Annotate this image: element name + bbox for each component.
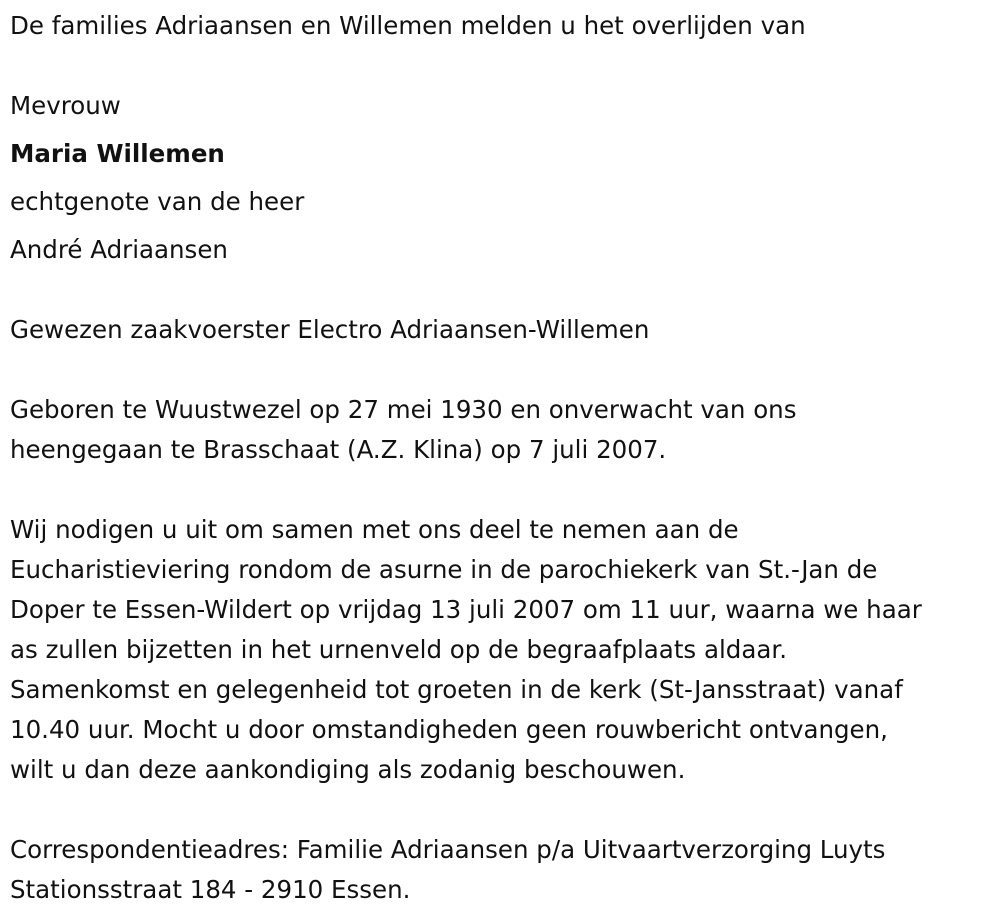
paragraph-line: Geboren te Wuustwezel op 27 mei 1930 en onverwacht van ons [10, 395, 797, 424]
paragraph-line: Stationsstraat 184 - 2910 Essen. [10, 875, 411, 904]
title-line: Mevrouw [10, 91, 121, 120]
paragraph-line: Correspondentieadres: Familie Adriaansen p/a Uitvaartverzorging Luyts [10, 835, 886, 864]
paragraph-line: Wij nodigen u uit om samen met ons deel te nemen aan de [10, 515, 739, 544]
paragraph-line: Samenkomst en gelegenheid tot groeten in de kerk (St-Jansstraat) vanaf [10, 675, 903, 704]
paragraph-line: 10.40 uur. Mocht u door omstandigheden geen rouwbericht ontvangen, [10, 715, 888, 744]
paragraph-line: wilt u dan deze aankondiging als zodanig beschouwen. [10, 755, 686, 784]
birth-death-paragraph [10, 390, 796, 470]
paragraph-line: Doper te Essen-Wildert op vrijdag 13 juli 2007 om 11 uur, waarna we haar [10, 595, 922, 624]
paragraph-line: heengegaan te Brasschaat (A.Z. Klina) op 7 juli 2007. [10, 435, 667, 464]
service-paragraph [10, 510, 922, 790]
spouse-name: André Adriaansen [10, 235, 228, 264]
announcement-line: De families Adriaansen en Willemen melden u het overlijden van [10, 11, 806, 40]
paragraph-line: Eucharistieviering rondom de asurne in de parochiekerk van St.-Jan de [10, 555, 878, 584]
occupation-line: Gewezen zaakvoerster Electro Adriaansen-Willemen [10, 315, 650, 344]
deceased-name: Maria Willemen [10, 139, 225, 168]
paragraph-line: as zullen bijzetten in het urnenveld op de begraafplaats aldaar. [10, 635, 787, 664]
correspondence-address [10, 830, 885, 910]
spouse-label: echtgenote van de heer [10, 187, 305, 216]
